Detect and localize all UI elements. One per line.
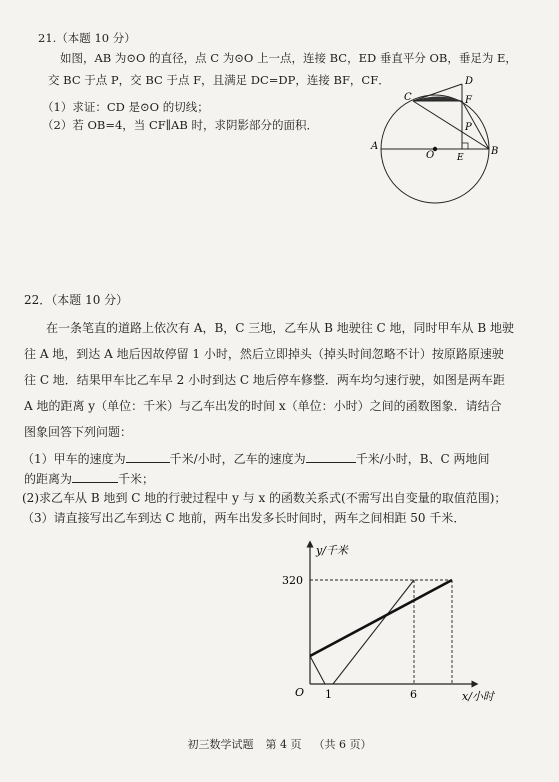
q22-s1-part-d: 的距离为 [24,472,73,486]
label-c: C [404,92,412,103]
q21-text-line2: 交 BC 于点 P，交 BC 于点 F，且满足 DC=DP，连接 BF，CF． [48,73,390,87]
line-yi-car [310,580,452,656]
q22-s1-part-b: 千米/小时，乙车的速度为 [169,452,306,466]
page-footer [0,736,559,752]
x-axis-label: x/小时 [462,690,494,703]
label-p: P [465,122,472,133]
q22-function-graph [270,536,510,736]
x-tick-6: 6 [410,688,417,701]
q21-subquestion-1: （1）求证：CD 是⊙O 的切线； [42,100,209,114]
q22-header: 22．（本题 10 分） [24,293,129,307]
q22-subquestion-2: (2)求乙车从 B 地到 C 地的行驶过程中 y 与 x 的函数关系式(不需写出自变量的取值范围)； [22,491,507,505]
origin-label: O [295,686,305,699]
answer-blank-speed-yi[interactable] [306,450,356,463]
q22-subquestion-1 [22,450,490,467]
label-f: F [465,95,472,106]
q22-para-line1: 在一条笔直的道路上依次有 A，B，C 三地，乙车从 B 地驶往 C 地，同时甲车从 B 地驶 [46,321,515,335]
q21-geometry-figure [368,70,508,220]
q22-subquestion-3: （3）请直接写出乙车到达 C 地前，两车出发多长时间时，两车之间相距 50 千米． [22,511,466,525]
footer-total: （共 6 页） [313,738,372,751]
q22-s1-part-c: 千米/小时，B、C 两地间 [355,452,490,466]
footer-title: 初三数学试题 [187,738,254,751]
answer-blank-bc-distance[interactable] [72,470,118,483]
label-a: A [371,141,379,152]
q22-para-line2: 往 A 地，到达 A 地后因故停留 1 小时，然后立即掉头（掉头时间忽略不计）按原路原速驶 [24,347,504,361]
label-e: E [457,153,464,163]
segment-bc [413,101,489,149]
label-o: O [426,150,435,161]
q21-subquestion-2: （2）若 OB=4，当 CF∥AB 时，求阴影部分的面积． [42,118,318,132]
q22-para-line4: A 地的距离 y（单位：千米）与乙车出发的时间 x（单位：小时）之间的函数图象．请结合 [24,399,502,413]
y-tick-320: 320 [282,574,303,587]
q22-para-line5: 图象回答下列问题： [24,425,133,439]
q22-subquestion-1-cont [24,470,154,487]
q22-s1-part-e: 千米； [118,472,155,486]
label-d: D [465,76,474,87]
x-tick-1: 1 [325,688,332,701]
label-b: B [491,146,499,157]
q21-header: 21.（本题 10 分） [38,31,136,45]
q21-text-line1: 如图，AB 为⊙O 的直径，点 C 为⊙O 上一点，连接 BC，ED 垂直平分 OB，垂足为 E， [60,51,517,65]
answer-blank-speed-jia[interactable] [126,450,170,463]
line-jia-car [310,580,414,684]
q22-para-line3: 往 C 地．结果甲车比乙车早 2 小时到达 C 地后停车修整．两车均匀速行驶，如图是两车距 [24,373,505,387]
footer-page: 第 4 页 [265,738,302,751]
y-axis-label: y/千米 [316,544,348,557]
q22-s1-part-a: （1）甲车的速度为 [22,452,126,466]
right-angle-mark [462,143,468,149]
